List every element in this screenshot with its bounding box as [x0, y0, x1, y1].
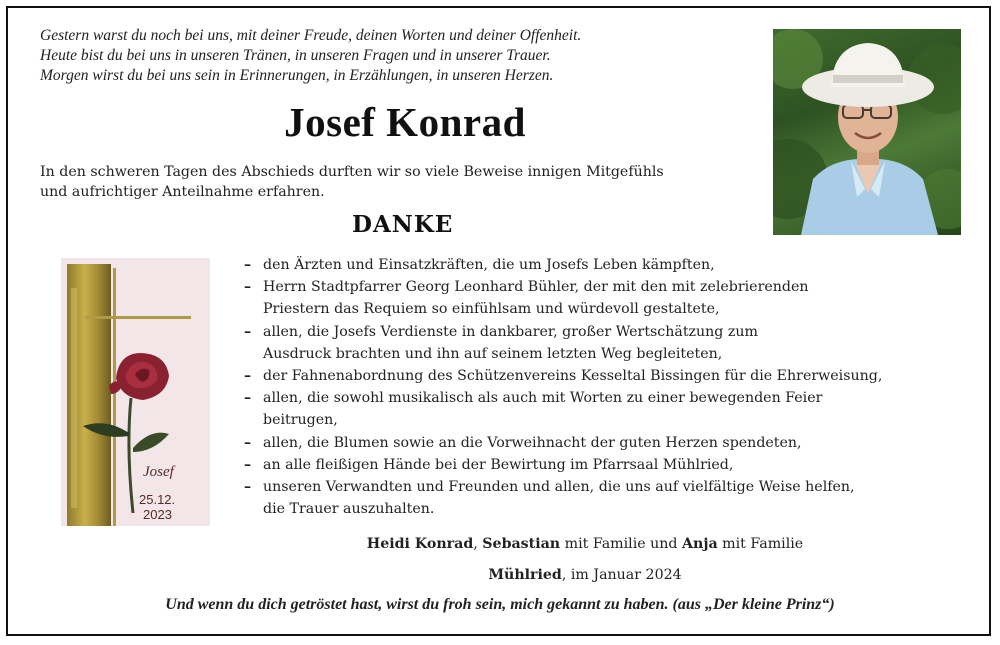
- place-date: [0, 567, 1000, 583]
- intro-line: und aufrichtiger Anteilnahme erfahren.: [40, 184, 325, 200]
- place-town: Mühlried: [488, 567, 562, 583]
- intro-text: [40, 162, 760, 202]
- poem-line: Gestern warst du noch bei uns, mit deiner Freude, deinen Worten und deiner Offenheit.: [40, 27, 582, 44]
- candle-illustration: [61, 258, 210, 526]
- candle-date-year: 2023: [143, 507, 172, 522]
- list-item-text: die Trauer auszuhalten.: [263, 501, 435, 518]
- danke-heading: DANKE: [352, 211, 454, 238]
- list-item: [244, 321, 964, 365]
- candle-date-day: 25.12.: [139, 492, 176, 507]
- family-signature: [0, 536, 1000, 552]
- intro-line: In den schweren Tagen des Abschieds durften wir so viele Beweise innigen Mitgefühls: [40, 164, 664, 180]
- list-item-text: beitrugen,: [263, 412, 338, 429]
- list-item: [244, 454, 964, 476]
- list-item-text: der Fahnenabordnung des Schützenvereins Kesseltal Bissingen für die Ehrerweisung,: [263, 368, 883, 385]
- thanks-list: [244, 254, 964, 520]
- portrait-photo: [773, 29, 961, 235]
- signature-text: mit Familie: [717, 536, 804, 552]
- signer-name: Heidi Konrad: [366, 536, 474, 552]
- poem-line: Heute bist du bei uns in unseren Tränen, in unseren Fragen und in unserer Trauer.: [40, 47, 551, 64]
- memorial-poem: [40, 26, 581, 86]
- signer-name: Anja: [682, 536, 718, 552]
- list-item: [244, 276, 964, 320]
- list-item-text: unseren Verwandten und Freunden und allen, die uns auf vielfältige Weise helfen,: [263, 479, 855, 496]
- signature-separator: ,: [473, 536, 483, 552]
- list-item-text: den Ärzten und Einsatzkräften, die um Josefs Leben kämpften,: [263, 257, 715, 273]
- memorial-candle-image: [61, 258, 210, 526]
- list-item-text: allen, die sowohl musikalisch als auch mit Worten zu einer bewegenden Feier: [263, 390, 823, 407]
- closing-quote: Und wenn du dich getröstet hast, wirst du froh sein, mich gekannt zu haben. (aus „Der kleine Prinz“): [165, 596, 835, 613]
- list-item-text: an alle fleißigen Hände bei der Bewirtung im Pfarrsaal Mühlried,: [263, 456, 734, 473]
- list-item: [244, 432, 964, 454]
- list-item-text: Herrn Stadtpfarrer Georg Leonhard Bühler, der mit den mit zelebrierenden: [263, 279, 809, 296]
- portrait-illustration: [773, 29, 961, 235]
- list-item-text: allen, die Blumen sowie an die Vorweihnacht der guten Herzen spendeten,: [263, 434, 802, 451]
- signature-text: mit Familie und: [560, 536, 683, 552]
- place-date-text: , im Januar 2024: [561, 567, 682, 583]
- list-item-text: Priestern das Requiem so einfühlsam und würdevoll gestaltete,: [263, 301, 720, 318]
- list-item-text: allen, die Josefs Verdienste in dankbarer, großer Wertschätzung zum: [263, 323, 758, 340]
- candle-name: Josef: [143, 464, 174, 480]
- list-item: [244, 387, 964, 431]
- poem-line: Morgen wirst du bei uns sein in Erinnerungen, in Erzählungen, in unseren Herzen.: [40, 67, 554, 84]
- list-item: [244, 365, 964, 387]
- list-item-text: Ausdruck brachten und ihn auf seinem letzten Weg begleiteten,: [263, 345, 723, 362]
- list-item: [244, 254, 964, 276]
- list-item: [244, 476, 964, 520]
- signer-name: Sebastian: [482, 536, 561, 552]
- deceased-name: Josef Konrad: [284, 99, 526, 145]
